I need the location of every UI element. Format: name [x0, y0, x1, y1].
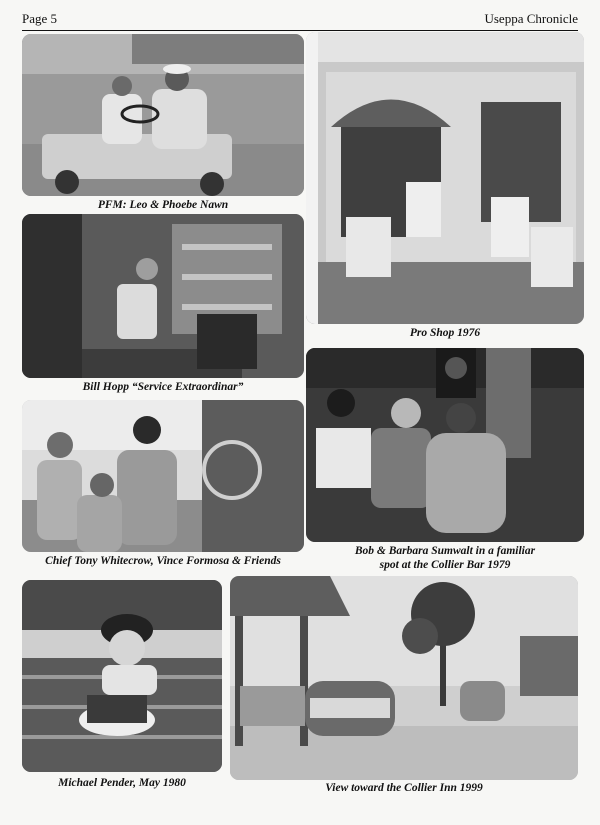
caption-pro-shop: Pro Shop 1976	[409, 327, 481, 339]
photo-chief-tony	[22, 400, 304, 552]
caption-michael-pender: Michael Pender, May 1980	[58, 777, 186, 789]
photo-bill-hopp	[22, 214, 304, 378]
page-number: Page 5	[22, 11, 58, 26]
publication-title: Useppa Chronicle	[484, 11, 578, 26]
photo-pro-shop	[306, 32, 584, 324]
caption-golf-cart: PFM: Leo & Phoebe Nawn	[97, 199, 229, 211]
caption-collier-inn-view: View toward the Collier Inn 1999	[325, 782, 483, 794]
caption-collier-bar-line1: Bob & Barbara Sumwalt in a familiar	[354, 545, 536, 557]
photo-collier-inn-view	[230, 576, 578, 780]
page-header	[22, 8, 578, 31]
photo-collier-bar	[306, 348, 584, 542]
caption-chief-tony: Chief Tony Whitecrow, Vince Formosa & Friends	[45, 555, 281, 567]
caption-bill-hopp: Bill Hopp “Service Extraordinar”	[82, 381, 244, 393]
caption-collier-bar-line2: spot at the Collier Bar 1979	[379, 559, 511, 571]
photo-golf-cart	[22, 34, 304, 196]
photo-michael-pender	[22, 580, 222, 772]
caption-collier-bar	[306, 544, 584, 572]
